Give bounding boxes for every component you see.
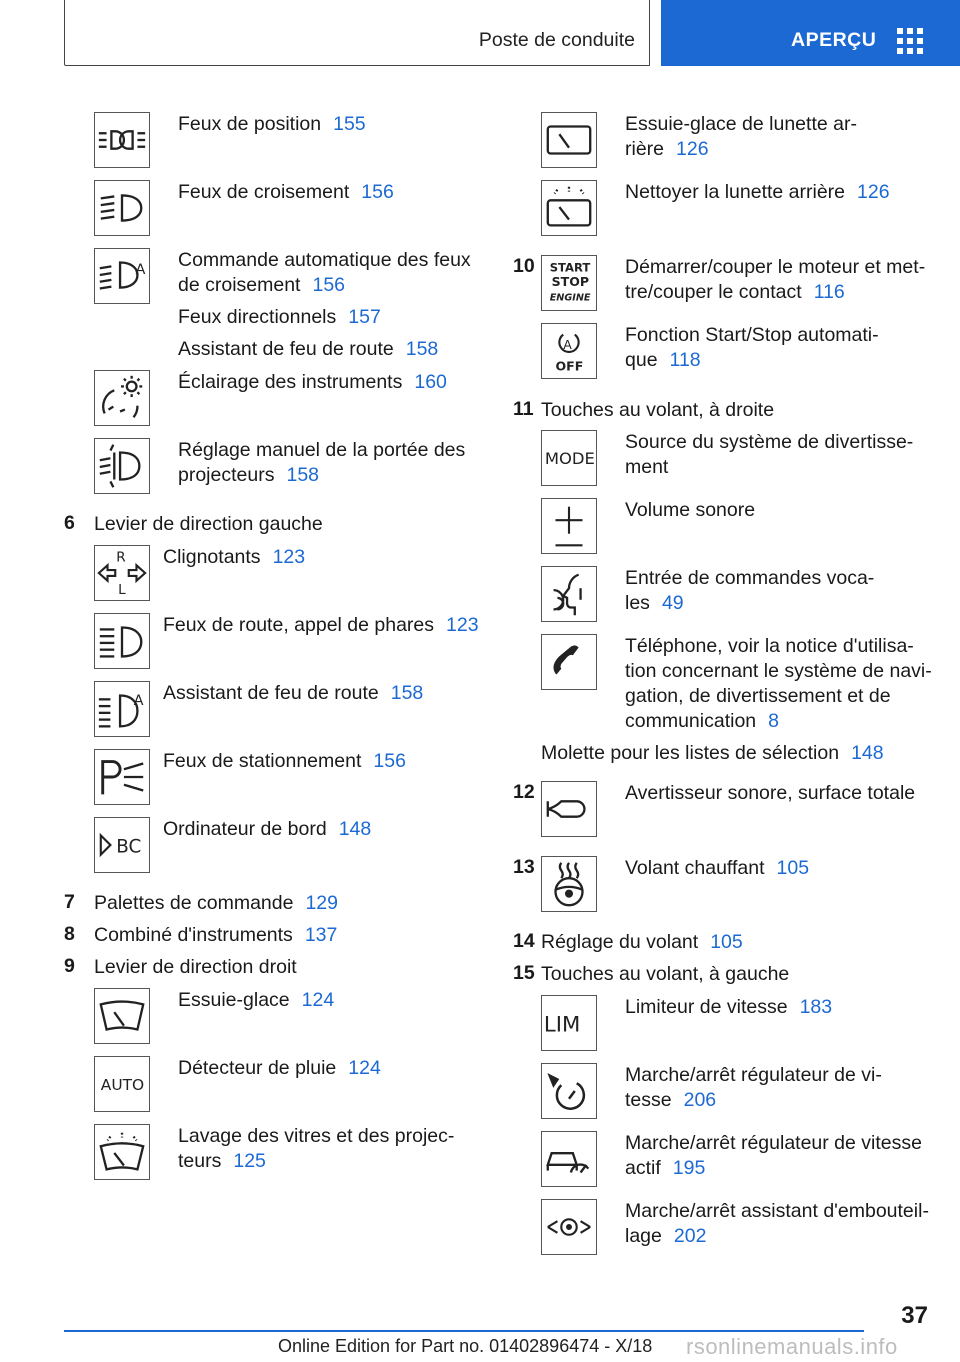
page-link[interactable]: 156 [361, 181, 394, 203]
high-beam-icon [94, 613, 150, 669]
item-text-line1: Entrée de commandes voca- [625, 567, 875, 589]
svg-text:OFF: OFF [555, 358, 584, 374]
item-traffic-jam-assistant [625, 1199, 929, 1249]
item-text-line2: teurs [178, 1150, 222, 1172]
page-link[interactable]: 105 [710, 931, 743, 953]
page-link[interactable]: 125 [233, 1150, 266, 1172]
item-text-line2: que [625, 349, 658, 371]
overview-tab[interactable] [661, 0, 960, 66]
item-heated-steering [625, 856, 809, 881]
item-text-line1: Fonction Start/Stop automati- [625, 324, 879, 346]
parking-light-p-icon [94, 749, 150, 805]
svg-text:LIM: LIM [543, 1012, 581, 1038]
item-text: Détecteur de pluie [178, 1057, 337, 1079]
item-text-line2: les [625, 592, 650, 614]
page-link[interactable]: 137 [304, 924, 338, 946]
item-number: 13 [513, 856, 535, 878]
item-text: Limiteur de vitesse [625, 996, 788, 1018]
page-link[interactable]: 126 [857, 181, 890, 203]
item-low-beam [178, 180, 394, 205]
page-link[interactable]: 156 [312, 274, 346, 296]
svg-text:L: L [118, 582, 126, 599]
parking-lights-icon [94, 112, 150, 168]
item-left-stalk: Levier de direction gauche [94, 513, 323, 535]
page-link[interactable]: 202 [673, 1225, 707, 1247]
svg-text:MODE: MODE [544, 448, 595, 468]
item-rain-sensor [178, 1056, 381, 1081]
item-text-line2: de croisement [178, 274, 301, 296]
item-parking-light [163, 749, 406, 774]
item-parking-lights [178, 112, 366, 137]
page-link[interactable]: 105 [776, 857, 810, 879]
item-number: 14 [513, 930, 535, 952]
item-number: 8 [64, 923, 75, 945]
item-text: Assistant de feu de route [163, 682, 379, 704]
item-text: Éclairage des instruments [178, 371, 403, 393]
rear-washer-icon [541, 180, 597, 236]
item-text: Réglage du volant [541, 931, 699, 953]
svg-text:A: A [135, 262, 146, 279]
voice-command-icon [541, 566, 597, 622]
page-link[interactable]: 156 [373, 750, 406, 772]
item-headlight-range [178, 438, 465, 488]
headlight-range-icon [94, 438, 150, 494]
page-link[interactable]: 158 [286, 464, 320, 486]
section-title: Poste de conduite [478, 29, 635, 51]
item-paddles [94, 891, 338, 916]
item-text: Feux de stationnement [163, 750, 362, 772]
traffic-jam-assistant-icon [541, 1199, 597, 1255]
item-text-line1: Commande automatique des feux [178, 249, 471, 271]
watermark: rsonlinemanuals.info [686, 1334, 898, 1359]
high-beam-assistant-icon [94, 681, 150, 737]
item-number: 15 [513, 962, 535, 984]
item-text: Ordinateur de bord [163, 818, 327, 840]
item-wiper [178, 988, 334, 1013]
item-text: Feux de croisement [178, 181, 350, 203]
page-link[interactable]: 148 [851, 742, 884, 764]
item-horn: Avertisseur sonore, surface totale [625, 782, 916, 804]
item-start-stop-engine [625, 255, 925, 305]
item-text-line1: Marche/arrêt régulateur de vi- [625, 1064, 882, 1086]
overview-tab-label: APERÇU [791, 29, 877, 51]
item-text: Clignotants [163, 546, 261, 568]
item-volume: Volume sonore [625, 499, 756, 521]
item-high-beam-assistant-2 [163, 681, 423, 706]
horn-icon [541, 781, 597, 837]
page-link[interactable]: 8 [768, 710, 779, 732]
page-link[interactable]: 206 [683, 1089, 717, 1111]
item-text-line1: Source du système de divertisse- [625, 431, 914, 453]
washer-icon [94, 1124, 150, 1180]
page-link[interactable]: 155 [333, 113, 366, 135]
page-link[interactable]: 129 [305, 892, 338, 914]
instrument-lighting-icon [94, 370, 150, 426]
speed-limiter-icon [541, 995, 597, 1051]
svg-text:R: R [116, 549, 126, 566]
item-text-line2: tesse [625, 1089, 672, 1111]
item-number: 11 [513, 398, 534, 420]
item-text-line4: communication [625, 710, 757, 732]
item-right-stalk: Levier de direction droit [94, 956, 297, 978]
page-link[interactable]: 49 [661, 592, 684, 614]
item-number: 6 [64, 512, 75, 534]
item-text-line2: tre/couper le contact [625, 281, 802, 303]
item-instrument-lighting [178, 370, 447, 395]
item-text: Feux directionnels [178, 306, 337, 328]
svg-text:A: A [563, 337, 572, 353]
item-auto-low-beam [178, 248, 471, 298]
mode-icon [541, 430, 597, 486]
svg-text:ENGINE: ENGINE [549, 292, 591, 304]
item-phone [625, 634, 932, 734]
item-number: 12 [513, 781, 535, 803]
page-link[interactable]: 126 [676, 138, 709, 160]
item-steering-left: Touches au volant, à gauche [541, 963, 790, 985]
item-text: Feux de position [178, 113, 322, 135]
low-beam-icon [94, 180, 150, 236]
item-active-cruise-control [625, 1131, 922, 1181]
page-link[interactable]: 195 [672, 1157, 706, 1179]
active-cruise-control-icon [541, 1131, 597, 1187]
rain-sensor-icon [94, 1056, 150, 1112]
auto-start-stop-icon [541, 323, 597, 379]
item-text-line2: projecteurs [178, 464, 275, 486]
page-link[interactable]: 123 [272, 546, 306, 568]
item-washer [178, 1124, 454, 1174]
svg-text:START: START [549, 260, 591, 275]
page-link[interactable]: 124 [348, 1057, 381, 1079]
item-text-line2: actif [625, 1157, 661, 1179]
item-text: Combiné d'instruments [94, 924, 293, 946]
page-link[interactable]: 183 [799, 996, 833, 1018]
item-text-line2: tion concernant le système de navi- [625, 660, 932, 682]
rear-wiper-icon [541, 112, 597, 168]
item-text: Palettes de commande [94, 892, 294, 914]
item-text-line1: Lavage des vitres et des projec- [178, 1125, 455, 1147]
turn-signal-icon [94, 545, 150, 601]
item-cruise-control [625, 1063, 882, 1113]
item-number: 7 [64, 891, 75, 913]
page-link[interactable]: 123 [446, 614, 479, 636]
item-rear-washer [625, 180, 890, 205]
start-stop-engine-icon [541, 255, 597, 311]
page-number: 37 [901, 1302, 928, 1329]
footer-divider [64, 1330, 864, 1332]
svg-text:BC: BC [116, 836, 142, 858]
item-text: Nettoyer la lunette arrière [625, 181, 846, 203]
page-link[interactable]: 148 [338, 818, 372, 840]
item-text: Essuie-glace [178, 989, 290, 1011]
item-rear-wiper [625, 112, 857, 162]
page-link[interactable]: 118 [669, 349, 701, 371]
item-text: Molette pour les listes de sélection [541, 742, 840, 764]
item-speed-limiter [625, 995, 832, 1020]
item-number: 10 [513, 255, 535, 277]
item-high-beam [163, 613, 479, 638]
item-entertainment-source [625, 430, 913, 480]
item-high-beam-assistant [178, 337, 438, 362]
header-section-box [64, 0, 650, 66]
page-link[interactable]: 158 [405, 338, 439, 360]
item-text-line1: Marche/arrêt assistant d'embouteil- [625, 1200, 929, 1222]
grid-menu-icon [897, 28, 923, 54]
item-onboard-computer [163, 817, 371, 842]
page-link[interactable]: 157 [348, 306, 381, 328]
item-turn-signals [178, 305, 381, 330]
heated-steering-icon [541, 856, 597, 912]
phone-icon [541, 634, 597, 690]
svg-text:AUTO: AUTO [100, 1075, 145, 1094]
volume-icon [541, 498, 597, 554]
item-text-line3: gation, de divertissement et de [625, 685, 891, 707]
page-link[interactable]: 160 [414, 371, 447, 393]
item-text-line2: lage [625, 1225, 662, 1247]
item-text-line2: ment [625, 456, 669, 478]
item-steering-right: Touches au volant, à droite [541, 399, 775, 421]
wiper-icon [94, 988, 150, 1044]
item-text-line2: rière [625, 138, 665, 160]
item-number: 9 [64, 955, 75, 977]
item-instrument-cluster [94, 923, 337, 948]
cruise-control-icon [541, 1063, 597, 1119]
item-text-line1: Démarrer/couper le moteur et met- [625, 256, 926, 278]
item-text-line1: Téléphone, voir la notice d'utilisa- [625, 635, 914, 657]
item-text-line1: Essuie-glace de lunette ar- [625, 113, 857, 135]
page-link[interactable]: 116 [813, 281, 845, 303]
item-text: Assistant de feu de route [178, 338, 394, 360]
item-selection-wheel [541, 741, 884, 766]
item-text: Volant chauffant [625, 857, 765, 879]
item-auto-start-stop [625, 323, 879, 373]
item-text-line1: Marche/arrêt régulateur de vitesse [625, 1132, 922, 1154]
item-turn-signal [163, 545, 305, 570]
page-link[interactable]: 158 [390, 682, 424, 704]
page-link[interactable]: 124 [301, 989, 335, 1011]
svg-text:A: A [133, 693, 144, 710]
onboard-computer-icon [94, 817, 150, 873]
item-steering-adjust [541, 930, 743, 955]
item-voice-command [625, 566, 874, 616]
footer-edition: Online Edition for Part no. 01402896474 - X/18 [278, 1336, 653, 1356]
item-text-line1: Réglage manuel de la portée des [178, 439, 466, 461]
auto-low-beam-icon [94, 248, 150, 304]
svg-text:STOP: STOP [551, 273, 590, 289]
item-text: Feux de route, appel de phares [163, 614, 435, 636]
